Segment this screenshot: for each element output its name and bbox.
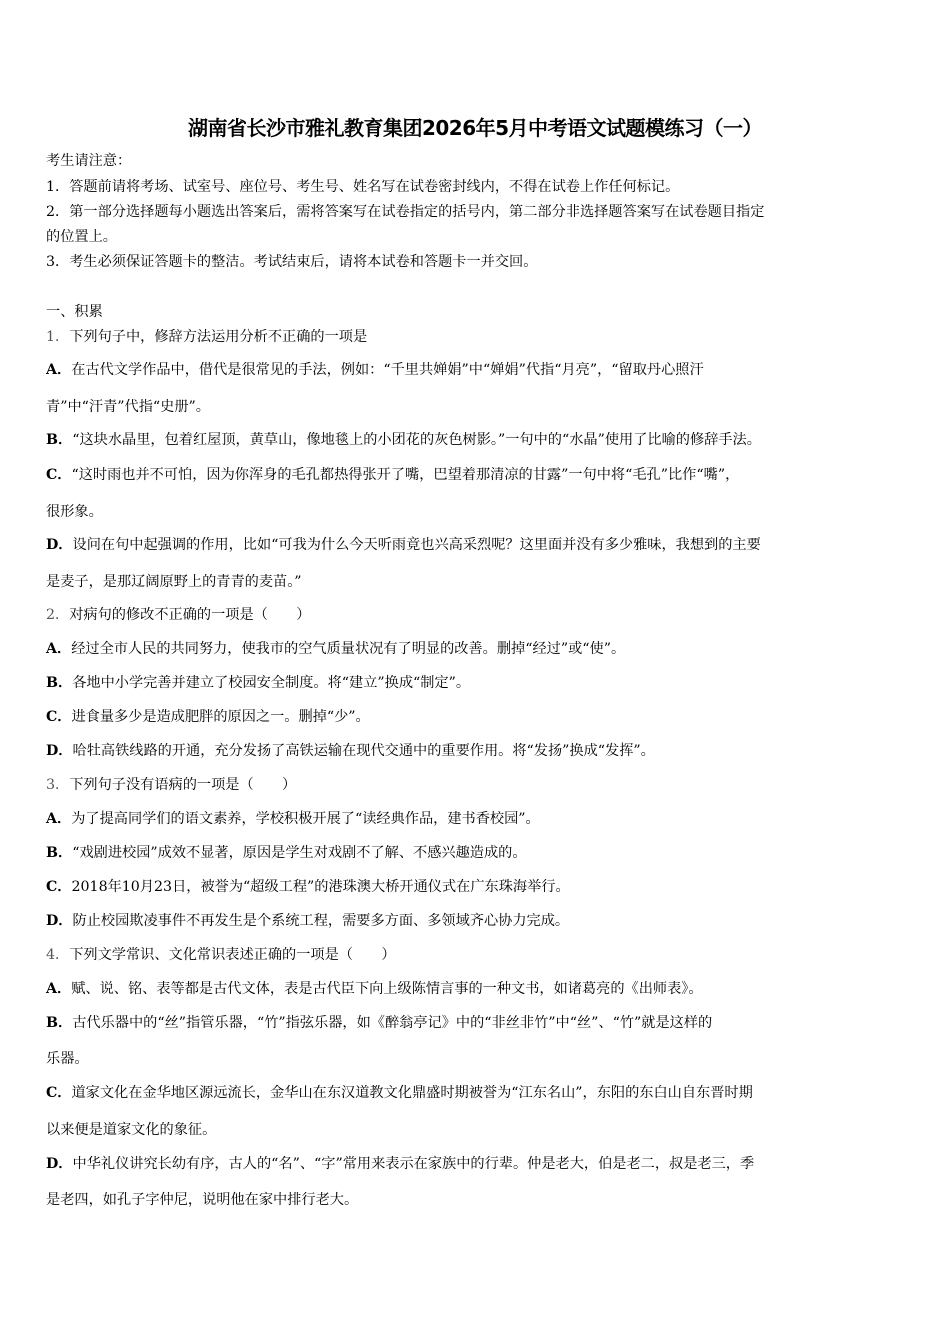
option-text: 为了提高同学们的语文素养，学校积极开展了“读经典作品，建书香校园”。 bbox=[71, 811, 540, 827]
question-number: 1． bbox=[46, 329, 70, 345]
q4-option-d-cont: 是老四，如孔子字仲尼，说明他在家中排行老大。 bbox=[46, 1192, 359, 1208]
notice-item-2: 2．第一部分选择题每小题选出答案后，需将答案写在试卷指定的括号内，第二部分非选择题答案写在试卷题目指定 bbox=[46, 204, 765, 220]
option-label: B． bbox=[46, 845, 73, 861]
option-text: 哈牡高铁线路的开通，充分发扬了高铁运输在现代交通中的重要作用。将“发扬”换成“发挥”。 bbox=[72, 743, 655, 759]
question-number: 4． bbox=[46, 947, 70, 963]
question-1 bbox=[46, 328, 367, 346]
option-label: C． bbox=[46, 1085, 72, 1101]
q4-option-b bbox=[46, 1014, 712, 1032]
option-label: A． bbox=[46, 811, 72, 827]
notice-heading: 考生请注意： bbox=[46, 153, 132, 169]
option-label: C． bbox=[46, 709, 72, 725]
question-stem: 下列句子没有语病的一项是（ ） bbox=[69, 777, 297, 793]
q2-option-c bbox=[46, 708, 370, 726]
option-text: 各地中小学完善并建立了校园安全制度。将“建立”换成“制定”。 bbox=[72, 675, 471, 691]
option-label: D． bbox=[46, 913, 73, 929]
option-text: 道家文化在金华地区源远流长，金华山在东汉道教文化鼎盛时期被誉为“江东名山”，东阳的东白山自东晋时期 bbox=[71, 1085, 753, 1101]
option-text: 中华礼仪讲究长幼有序，古人的“名”、“字”常用来表示在家族中的行辈。仲是老大，伯是老二，叔是老三，季 bbox=[72, 1156, 755, 1172]
q2-option-b bbox=[46, 674, 470, 692]
option-text: “戏剧进校园”成效不显著，原因是学生对戏剧不了解、不感兴趣造成的。 bbox=[72, 845, 527, 861]
option-text: 赋、说、铭、表等都是古代文体，表是古代臣下向上级陈情言事的一种文书，如诸葛亮的《出师表》。 bbox=[71, 981, 703, 997]
option-label: C． bbox=[46, 879, 72, 895]
q1-option-d-cont: 是麦子，是那辽阔原野上的青青的麦苗。” bbox=[46, 574, 302, 590]
q1-option-c bbox=[46, 466, 739, 484]
q2-option-a bbox=[46, 640, 625, 658]
q1-option-d bbox=[46, 536, 761, 554]
option-text: 进食量多少是造成肥胖的原因之一。删掉“少”。 bbox=[71, 709, 370, 725]
option-text: 防止校园欺凌事件不再发生是个系统工程，需要多方面、多领域齐心协力完成。 bbox=[72, 913, 570, 929]
option-text: “这块水晶里，包着红屋顶，黄草山，像地毯上的小团花的灰色树影。”一句中的“水晶”使用了比喻的修辞手法。 bbox=[72, 432, 761, 448]
question-stem: 下列句子中，修辞方法运用分析不正确的一项是 bbox=[69, 329, 368, 345]
q1-option-b bbox=[46, 431, 761, 449]
question-2 bbox=[46, 606, 310, 624]
option-text: 古代乐器中的“丝”指管乐器，“竹”指弦乐器，如《醉翁亭记》中的“非丝非竹”中“丝”、“竹”就是这样的 bbox=[72, 1015, 713, 1031]
option-text: 经过全市人民的共同努力，使我市的空气质量状况有了明显的改善。删掉“经过”或“使”。 bbox=[71, 641, 626, 657]
notice-item-1: 1．答题前请将考场、试室号、座位号、考生号、姓名写在试卷密封线内，不得在试卷上作任何标记。 bbox=[46, 179, 680, 195]
option-label: C． bbox=[46, 467, 72, 483]
notice-item-2-cont: 的位置上。 bbox=[46, 229, 117, 245]
option-text: 在古代文学作品中，借代是很常见的手法，例如：“千里共婵娟”中“婵娟”代指“月亮”，“留取丹心照汗 bbox=[71, 362, 704, 378]
q1-option-a-cont: 青”中“汗青”代指“史册”。 bbox=[46, 399, 210, 415]
q4-option-b-cont: 乐器。 bbox=[46, 1051, 89, 1067]
q3-option-b bbox=[46, 844, 527, 862]
exam-title: 湖南省长沙市雅礼教育集团2026年5月中考语文试题模练习（一） bbox=[187, 116, 763, 140]
option-text: 2018年10月23日，被誉为“超级工程”的港珠澳大桥开通仪式在广东珠海举行。 bbox=[71, 879, 570, 895]
q1-option-a bbox=[46, 361, 704, 379]
option-label: A． bbox=[46, 981, 72, 997]
q4-option-c bbox=[46, 1084, 753, 1102]
section-heading: 一、积累 bbox=[46, 304, 103, 320]
option-label: A． bbox=[46, 641, 72, 657]
q1-option-c-cont: 很形象。 bbox=[46, 504, 103, 520]
q2-option-d bbox=[46, 742, 655, 760]
option-label: D． bbox=[46, 1156, 73, 1172]
question-stem: 对病句的修改不正确的一项是（ ） bbox=[69, 607, 311, 623]
option-label: B． bbox=[46, 432, 73, 448]
question-4 bbox=[46, 946, 396, 964]
q3-option-c bbox=[46, 878, 570, 896]
option-text: 设问在句中起强调的作用，比如“可我为什么今天听雨竟也兴高采烈呢？这里面并没有多少雅味，我想到的主要 bbox=[72, 537, 761, 553]
option-text: “这时雨也并不可怕，因为你浑身的毛孔都热得张开了嘴，巴望着那清凉的甘露”一句中将“毛孔”比作“嘴”， bbox=[71, 467, 740, 483]
question-3 bbox=[46, 776, 296, 794]
option-label: B． bbox=[46, 675, 73, 691]
notice-item-3: 3．考生必须保证答题卡的整洁。考试结束后，请将本试卷和答题卡一并交回。 bbox=[46, 254, 538, 270]
option-label: A． bbox=[46, 362, 72, 378]
option-label: D． bbox=[46, 537, 73, 553]
q3-option-d bbox=[46, 912, 569, 930]
question-number: 3． bbox=[46, 777, 70, 793]
q3-option-a bbox=[46, 810, 540, 828]
option-label: B． bbox=[46, 1015, 73, 1031]
q4-option-c-cont: 以来便是道家文化的象征。 bbox=[46, 1122, 217, 1138]
question-number: 2． bbox=[46, 607, 70, 623]
question-stem: 下列文学常识、文化常识表述正确的一项是（ ） bbox=[69, 947, 396, 963]
option-label: D． bbox=[46, 743, 73, 759]
q4-option-d bbox=[46, 1155, 754, 1173]
q4-option-a bbox=[46, 980, 703, 998]
